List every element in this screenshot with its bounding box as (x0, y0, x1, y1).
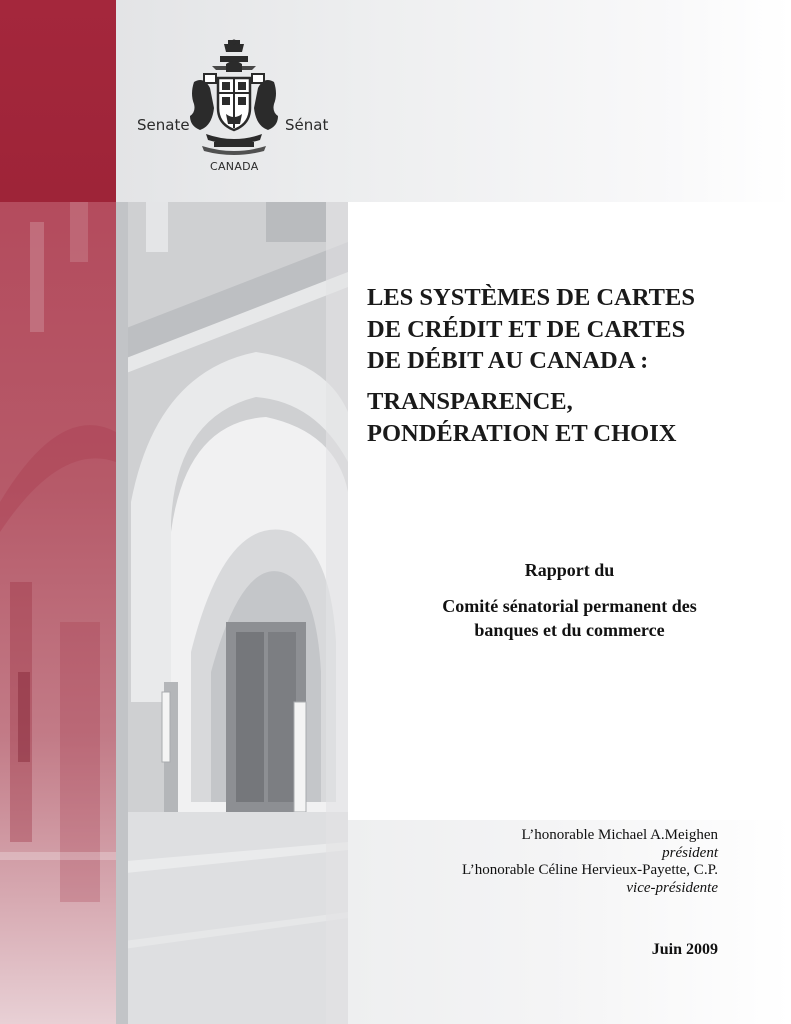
photo-panel-grey (116, 202, 348, 1024)
coat-of-arms-icon (186, 38, 282, 156)
subtitle-line: PONDÉRATION ET CHOIX (367, 419, 677, 447)
committee-members (400, 827, 718, 897)
member-name: L’honorable Céline Hervieux-Payette, C.P. (461, 862, 718, 878)
senate-label-en: Senate (137, 116, 190, 134)
red-accent-band (0, 0, 116, 202)
title-line: LES SYSTÈMES DE CARTES (367, 284, 695, 311)
title-line: DE CRÉDIT ET DE CARTES (367, 315, 686, 343)
report-title (367, 282, 777, 377)
member-name: L’honorable Michael A.Meighen (521, 827, 718, 843)
photo-panel-red (0, 202, 116, 1024)
senate-label-fr: Sénat (285, 116, 329, 134)
title-line: DE DÉBIT AU CANADA : (367, 347, 649, 374)
member-role: vice-présidente (626, 879, 718, 896)
parliament-hall-image (116, 202, 348, 1024)
report-subtitle (367, 386, 777, 449)
subtitle-line: TRANSPARENCE, (367, 388, 573, 415)
committee-name-line2: banques et du commerce (474, 620, 665, 640)
member-role: président (662, 844, 718, 861)
country-label: CANADA (210, 160, 259, 173)
report-of-label: Rapport du (524, 560, 615, 580)
committee-name-line1: Comité sénatorial permanent des (442, 596, 697, 616)
architecture-image-left (0, 202, 116, 1024)
publication-date: Juin 2009 (651, 941, 718, 958)
